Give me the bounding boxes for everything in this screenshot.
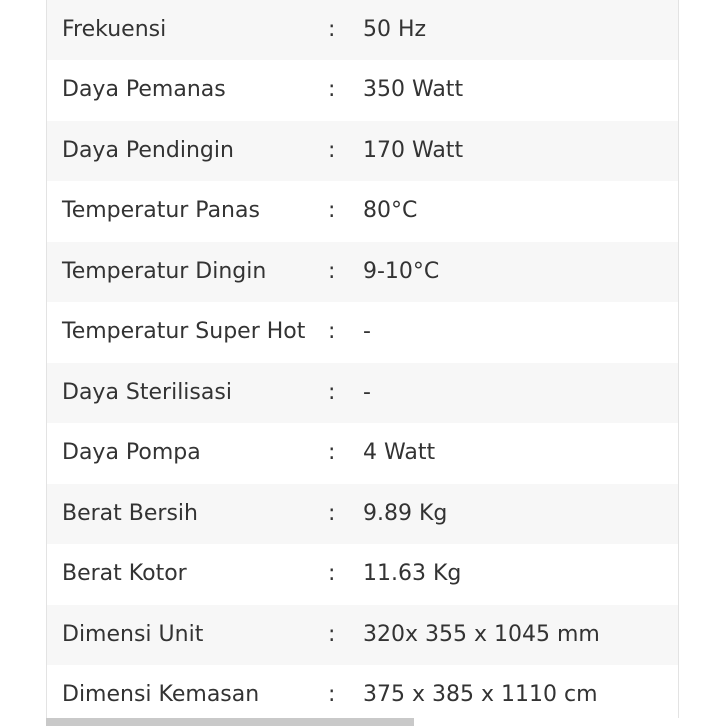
spec-row-temperatur-super-hot xyxy=(47,302,678,362)
spec-row-temperatur-panas xyxy=(47,181,678,241)
spec-colon: : xyxy=(328,17,336,42)
spec-label: Daya Sterilisasi xyxy=(62,380,232,405)
spec-label: Temperatur Dingin xyxy=(62,259,267,284)
spec-label: Frekuensi xyxy=(62,17,167,42)
spec-value: 11.63 Kg xyxy=(363,561,462,586)
spec-row-daya-pompa xyxy=(47,423,678,483)
spec-value: 80°C xyxy=(363,198,418,223)
horizontal-scrollbar[interactable] xyxy=(46,718,679,726)
spec-row-dimensi-kemasan xyxy=(47,665,678,725)
spec-colon: : xyxy=(328,319,336,344)
spec-label: Dimensi Unit xyxy=(62,622,204,647)
spec-value: 9.89 Kg xyxy=(363,501,448,526)
spec-value: 170 Watt xyxy=(363,138,464,163)
spec-row-daya-pemanas xyxy=(47,60,678,120)
scrollbar-thumb[interactable] xyxy=(46,718,414,726)
spec-label: Berat Bersih xyxy=(62,501,198,526)
spec-colon: : xyxy=(328,198,336,223)
spec-label: Dimensi Kemasan xyxy=(62,682,260,707)
spec-label: Daya Pompa xyxy=(62,440,201,465)
spec-colon: : xyxy=(328,501,336,526)
spec-row-frekuensi xyxy=(47,0,678,60)
spec-row-berat-bersih xyxy=(47,484,678,544)
spec-table xyxy=(46,0,679,726)
spec-row-daya-sterilisasi xyxy=(47,363,678,423)
spec-colon: : xyxy=(328,561,336,586)
spec-row-berat-kotor xyxy=(47,544,678,604)
spec-colon: : xyxy=(328,440,336,465)
spec-colon: : xyxy=(328,622,336,647)
spec-row-temperatur-dingin xyxy=(47,242,678,302)
spec-colon: : xyxy=(328,259,336,284)
spec-colon: : xyxy=(328,77,336,102)
spec-value: 9-10°C xyxy=(363,259,440,284)
spec-label: Berat Kotor xyxy=(62,561,187,586)
spec-value: 320x 355 x 1045 mm xyxy=(363,622,600,647)
spec-value: - xyxy=(363,380,371,405)
spec-row-daya-pendingin xyxy=(47,121,678,181)
spec-row-dimensi-unit xyxy=(47,605,678,665)
spec-label: Daya Pendingin xyxy=(62,138,234,163)
spec-value: 4 Watt xyxy=(363,440,436,465)
spec-colon: : xyxy=(328,138,336,163)
spec-value: 350 Watt xyxy=(363,77,464,102)
spec-value: - xyxy=(363,319,371,344)
spec-colon: : xyxy=(328,682,336,707)
spec-value: 375 x 385 x 1110 cm xyxy=(363,682,598,707)
spec-value: 50 Hz xyxy=(363,17,427,42)
spec-label: Daya Pemanas xyxy=(62,77,226,102)
spec-label: Temperatur Panas xyxy=(62,198,260,223)
spec-colon: : xyxy=(328,380,336,405)
spec-label: Temperatur Super Hot xyxy=(62,319,306,344)
